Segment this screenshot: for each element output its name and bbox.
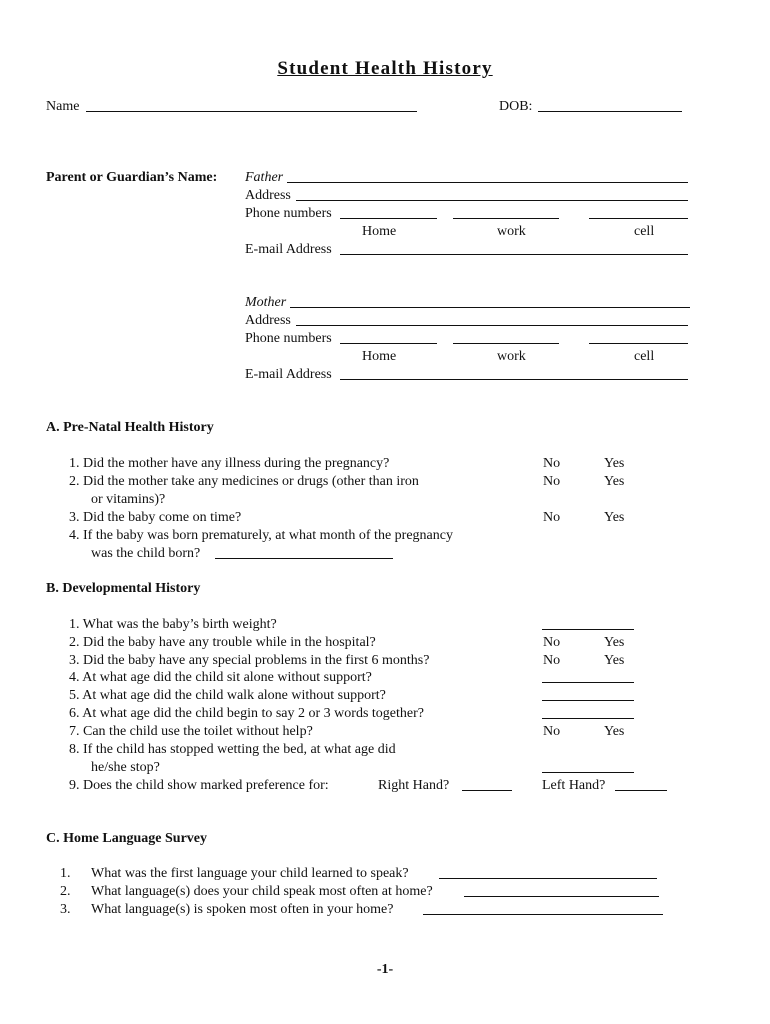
mother-name-field[interactable]	[290, 307, 690, 308]
b-q7: 7. Can the child use the toilet without help?	[69, 724, 313, 739]
c-q1-field[interactable]	[439, 878, 657, 879]
father-home-caption: Home	[362, 224, 397, 239]
mother-cell-phone-field[interactable]	[589, 343, 688, 344]
b-q7-no[interactable]: No	[543, 724, 561, 739]
father-label: Father	[245, 170, 284, 185]
dob-label: DOB:	[499, 99, 533, 114]
a-q3-yes[interactable]: Yes	[604, 510, 625, 525]
c-n2: 2.	[60, 884, 71, 899]
section-c-heading: C. Home Language Survey	[46, 831, 207, 846]
b-q2-no[interactable]: No	[543, 635, 561, 650]
b-q9: 9. Does the child show marked preference for:	[69, 778, 329, 793]
father-email-field[interactable]	[340, 254, 688, 255]
c-n3: 3.	[60, 902, 71, 917]
mother-work-caption: work	[497, 349, 526, 364]
father-cell-phone-field[interactable]	[589, 218, 688, 219]
a-q4-field[interactable]	[215, 558, 393, 559]
c-q2-field[interactable]	[464, 896, 659, 897]
a-q2-line2: or vitamins)?	[91, 492, 166, 507]
b-q4: 4. At what age did the child sit alone without support?	[69, 670, 372, 685]
mother-work-phone-field[interactable]	[453, 343, 559, 344]
mother-email-field[interactable]	[340, 379, 688, 380]
mother-label: Mother	[245, 295, 287, 310]
a-q1: 1. Did the mother have any illness during the pregnancy?	[69, 456, 390, 471]
b-q5: 5. At what age did the child walk alone without support?	[69, 688, 386, 703]
father-home-phone-field[interactable]	[340, 218, 437, 219]
mother-address-field[interactable]	[296, 325, 688, 326]
b-q5-field[interactable]	[542, 700, 634, 701]
b-q3-yes[interactable]: Yes	[604, 653, 625, 668]
section-a-heading: A. Pre-Natal Health History	[46, 420, 214, 435]
mother-phone-label: Phone numbers	[245, 331, 332, 346]
b-q1: 1. What was the baby’s birth weight?	[69, 617, 277, 632]
father-work-phone-field[interactable]	[453, 218, 559, 219]
c-q3-field[interactable]	[423, 914, 663, 915]
a-q4-line1: 4. If the baby was born prematurely, at what month of the pregnancy	[69, 528, 453, 543]
b-q9-left-hand-label: Left Hand?	[542, 778, 606, 793]
a-q3: 3. Did the baby come on time?	[69, 510, 242, 525]
a-q3-no[interactable]: No	[543, 510, 561, 525]
a-q4-line2: was the child born?	[91, 546, 201, 561]
dob-field[interactable]	[538, 111, 682, 112]
b-q4-field[interactable]	[542, 682, 634, 683]
section-b-heading: B. Developmental History	[46, 581, 201, 596]
father-work-caption: work	[497, 224, 526, 239]
c-n1: 1.	[60, 866, 71, 881]
c-q3: What language(s) is spoken most often in your home?	[91, 902, 394, 917]
father-email-label: E-mail Address	[245, 242, 332, 257]
b-q2: 2. Did the baby have any trouble while in the hospital?	[69, 635, 376, 650]
b-q3: 3. Did the baby have any special problems in the first 6 months?	[69, 653, 430, 668]
mother-home-phone-field[interactable]	[340, 343, 437, 344]
father-phone-label: Phone numbers	[245, 206, 332, 221]
b-q2-yes[interactable]: Yes	[604, 635, 625, 650]
b-q1-field[interactable]	[542, 629, 634, 630]
b-q3-no[interactable]: No	[543, 653, 561, 668]
b-q7-yes[interactable]: Yes	[604, 724, 625, 739]
father-address-label: Address	[245, 188, 291, 203]
a-q2-line1: 2. Did the mother take any medicines or drugs (other than iron	[69, 474, 419, 489]
mother-address-label: Address	[245, 313, 291, 328]
b-q8-field[interactable]	[542, 772, 634, 773]
b-q8-line2: he/she stop?	[91, 760, 160, 775]
father-name-field[interactable]	[287, 182, 688, 183]
b-q6: 6. At what age did the child begin to say 2 or 3 words together?	[69, 706, 424, 721]
mother-email-label: E-mail Address	[245, 367, 332, 382]
mother-home-caption: Home	[362, 349, 397, 364]
b-q9-left-hand-field[interactable]	[615, 790, 667, 791]
b-q8-line1: 8. If the child has stopped wetting the bed, at what age did	[69, 742, 396, 757]
a-q1-yes[interactable]: Yes	[604, 456, 625, 471]
guardian-label: Parent or Guardian’s Name:	[46, 170, 218, 185]
page-number: -1-	[376, 962, 394, 977]
a-q2-no[interactable]: No	[543, 474, 561, 489]
page-title: Student Health History	[277, 58, 493, 79]
c-q1: What was the first language your child learned to speak?	[91, 866, 409, 881]
father-cell-caption: cell	[634, 224, 655, 239]
mother-cell-caption: cell	[634, 349, 655, 364]
a-q1-no[interactable]: No	[543, 456, 561, 471]
b-q9-right-hand-label: Right Hand?	[378, 778, 450, 793]
name-label: Name	[46, 99, 80, 114]
a-q2-yes[interactable]: Yes	[604, 474, 625, 489]
c-q2: What language(s) does your child speak most often at home?	[91, 884, 433, 899]
b-q9-right-hand-field[interactable]	[462, 790, 512, 791]
b-q6-field[interactable]	[542, 718, 634, 719]
father-address-field[interactable]	[296, 200, 688, 201]
name-field[interactable]	[86, 111, 417, 112]
